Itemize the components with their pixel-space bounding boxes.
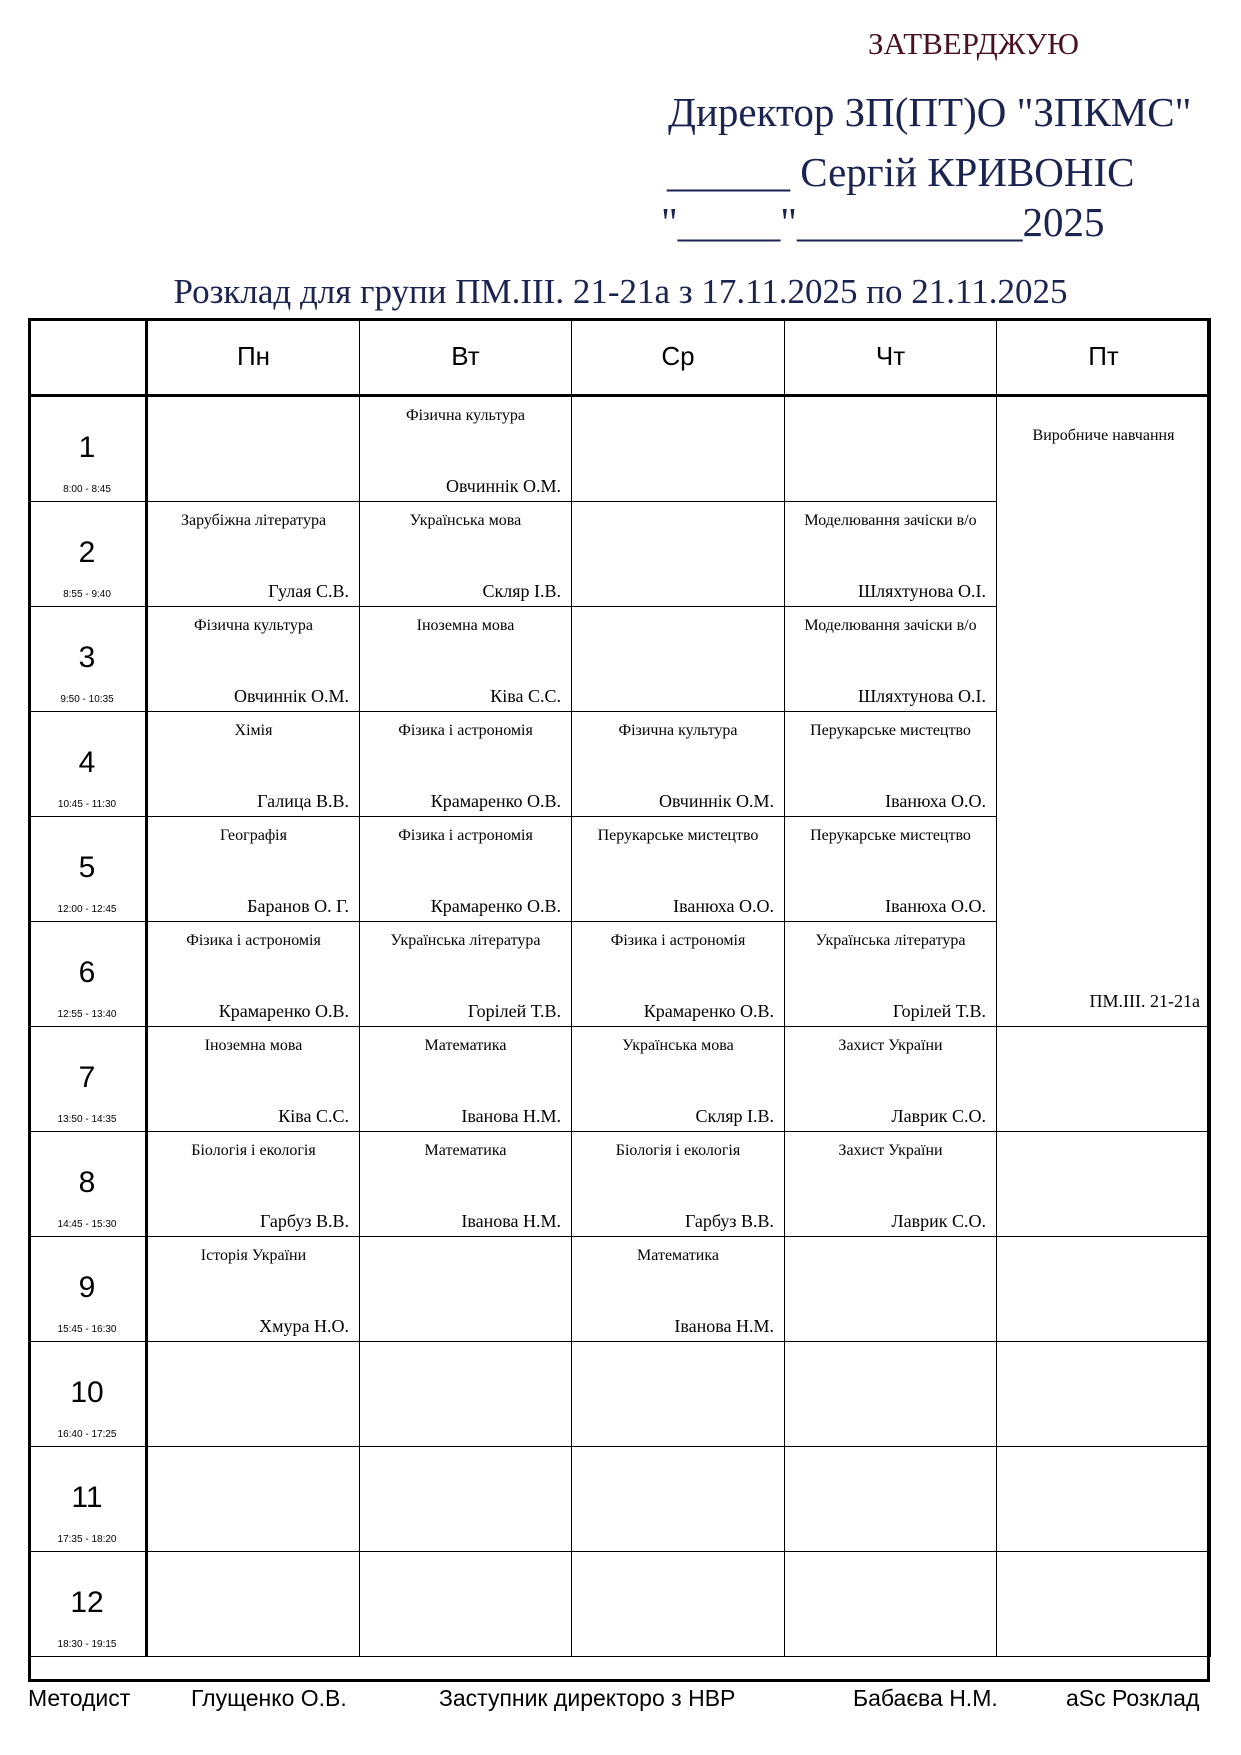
lesson-cell [785,1027,997,1132]
period-cell [29,502,147,607]
lesson-cell [147,712,360,817]
lesson-subject: Захист України [838,1037,943,1054]
lesson-teacher: Шляхтунова О.І. [858,581,986,601]
lesson-teacher: Іванова Н.М. [461,1211,561,1231]
lesson-cell [785,396,997,502]
table-row [29,1447,1211,1552]
lesson-subject: Фізика і астрономія [398,722,533,739]
lesson-cell [360,1027,572,1132]
lesson-teacher: Крамаренко О.В. [430,896,561,916]
period-cell [29,1342,147,1447]
lesson-teacher: Іванюха О.О. [885,791,986,811]
period-number: 10 [70,1376,104,1409]
lesson-subject: Іноземна мова [204,1037,303,1054]
lesson-teacher: Ківа С.С. [490,686,561,706]
lesson-cell [572,1342,785,1447]
lesson-cell [147,1237,360,1342]
lesson-cell [572,607,785,712]
lesson-subject: Географія [220,827,287,844]
table-row [29,396,1211,502]
schedule-table [28,318,1211,1657]
lesson-subject: Перукарське мистецтво [597,827,759,844]
lesson-cell [785,922,997,1027]
lesson-subject: Українська література [815,932,966,949]
lesson-cell [785,1552,997,1657]
lesson-subject: Фізика і астрономія [398,827,533,844]
lesson-teacher: Шляхтунова О.І. [858,686,986,706]
lesson-cell [572,922,785,1027]
period-cell [29,1237,147,1342]
period-time: 8:00 - 8:45 [63,484,111,495]
period-number: 8 [78,1166,96,1199]
lesson-subject: Іноземна мова [416,617,515,634]
lesson-subject: Історія України [200,1247,307,1264]
lesson-cell [360,712,572,817]
director-line: Директор ЗП(ПТ)О "ЗПКМС" [668,89,1192,135]
lesson-teacher: Іванюха О.О. [673,896,774,916]
period-time: 9:50 - 10:35 [60,694,114,705]
lesson-cell [997,1342,1211,1447]
period-time: 16:40 - 17:25 [57,1429,117,1440]
approval-stamp: ЗАТВЕРДЖУЮ [868,26,1079,61]
period-time: 8:55 - 9:40 [63,589,111,600]
lesson-teacher: Скляр І.В. [482,581,561,601]
period-time: 15:45 - 16:30 [57,1324,117,1335]
day-header: Чт [875,341,906,371]
lesson-teacher: Овчиннік О.М. [233,686,349,706]
lesson-cell [147,1447,360,1552]
lesson-subject: Хімія [234,722,273,739]
lesson-subject: Українська мова [622,1037,734,1054]
signature-line: ______ Сергій КРИВОНІС [667,149,1135,195]
period-number: 1 [78,431,96,464]
lesson-cell [147,607,360,712]
period-number: 11 [71,1481,103,1514]
lesson-subject: Математика [424,1037,507,1054]
lesson-cell [572,1132,785,1237]
lesson-subject: Моделювання зачіски в/о [804,617,977,634]
lesson-cell [997,1552,1211,1657]
lesson-teacher: Крамаренко О.В. [218,1001,349,1021]
table-row [29,1552,1211,1657]
lesson-cell [360,1447,572,1552]
period-cell [29,1552,147,1657]
lesson-cell [785,712,997,817]
lesson-cell [360,1342,572,1447]
table-row [29,1237,1211,1342]
period-number: 7 [78,1061,96,1094]
day-header: Ср [661,341,695,371]
period-number: 4 [78,746,96,779]
corner-cell [29,319,147,396]
lesson-cell [147,502,360,607]
lesson-teacher: Гарбуз В.В. [684,1211,774,1231]
lesson-subject: Захист України [838,1142,943,1159]
lesson-subject: Математика [637,1247,719,1264]
lesson-cell [572,1552,785,1657]
period-cell [29,1447,147,1552]
lesson-cell [360,396,572,502]
lesson-teacher: Іванова Н.М. [674,1316,774,1336]
lesson-cell [147,396,360,502]
period-cell [29,922,147,1027]
lesson-teacher: Ківа С.С. [278,1106,349,1126]
lesson-cell [360,502,572,607]
day-header: Вт [451,341,480,371]
lesson-teacher: Гулая С.В. [268,581,349,601]
period-cell [29,607,147,712]
period-time: 10:45 - 11:30 [57,799,117,810]
lesson-teacher: Лаврик С.О. [891,1106,986,1126]
lesson-cell [997,1027,1211,1132]
lesson-cell [360,1237,572,1342]
lesson-teacher: Горілей Т.В. [892,1001,986,1021]
methodist-label: Методист [28,1685,131,1711]
lesson-cell [572,817,785,922]
day-header: Пт [1088,341,1119,371]
friday-subject: Виробниче навчання [1032,427,1175,444]
date-line: "_____"___________2025 [661,199,1105,245]
day-header-cell [360,319,572,396]
day-header-cell [785,319,997,396]
lesson-cell [572,1027,785,1132]
lesson-teacher: Крамаренко О.В. [430,791,561,811]
lesson-teacher: Крамаренко О.В. [643,1001,774,1021]
lesson-cell [147,817,360,922]
deputy-name: Бабаєва Н.М. [853,1685,998,1711]
period-cell [29,1027,147,1132]
lesson-subject: Моделювання зачіски в/о [804,512,977,529]
lesson-cell [785,1237,997,1342]
period-number: 5 [78,851,96,884]
friday-group: ПМ.ІІІ. 21-21а [1089,991,1200,1011]
friday-practice-cell [997,396,1211,1027]
lesson-subject: Фізична культура [405,407,526,424]
lesson-subject: Перукарське мистецтво [810,722,971,739]
header-row [29,319,1211,396]
lesson-subject: Біологія і екологія [615,1142,741,1159]
lesson-cell [572,396,785,502]
deputy-label: Заступник директоро з НВР [439,1685,736,1711]
page-title: Розклад для групи ПМ.ІІІ. 21-21а з 17.11.2025 по 21.11.2025 [173,272,1068,311]
lesson-cell [572,1237,785,1342]
lesson-subject: Перукарське мистецтво [810,827,971,844]
lesson-cell [360,1552,572,1657]
day-header-cell [147,319,360,396]
period-number: 9 [78,1271,96,1304]
period-time: 12:00 - 12:45 [57,904,117,915]
lesson-subject: Українська мова [409,512,522,529]
lesson-subject: Біологія і екологія [191,1142,316,1159]
period-cell [29,712,147,817]
lesson-teacher: Овчиннік О.М. [445,476,561,496]
lesson-cell [997,1132,1211,1237]
lesson-subject: Фізика і астрономія [186,932,321,949]
lesson-cell [785,1342,997,1447]
period-number: 3 [78,641,96,674]
lesson-teacher: Лаврик С.О. [891,1211,986,1231]
period-cell [29,817,147,922]
period-number: 6 [78,956,96,989]
lesson-subject: Математика [424,1142,507,1159]
lesson-subject: Зарубіжна література [180,512,327,529]
day-header-cell [572,319,785,396]
lesson-cell [785,1132,997,1237]
lesson-cell [785,607,997,712]
period-time: 18:30 - 19:15 [57,1639,117,1650]
lesson-teacher: Баранов О. Г. [247,896,349,916]
lesson-teacher: Горілей Т.В. [467,1001,561,1021]
lesson-cell [360,607,572,712]
lesson-teacher: Овчиннік О.М. [658,791,774,811]
day-header: Пн [236,341,271,371]
lesson-subject: Фізична культура [193,617,314,634]
software-credit: aSc Розклад [1066,1685,1200,1711]
lesson-cell [785,817,997,922]
lesson-cell [997,1237,1211,1342]
lesson-teacher: Іванова Н.М. [461,1106,561,1126]
period-number: 12 [70,1586,104,1619]
lesson-teacher: Хмура Н.О. [259,1316,349,1336]
period-time: 17:35 - 18:20 [57,1534,117,1545]
lesson-cell [360,1132,572,1237]
lesson-cell [360,817,572,922]
lesson-subject: Українська література [390,932,541,949]
lesson-teacher: Іванюха О.О. [885,896,986,916]
table-row [29,1132,1211,1237]
lesson-cell [147,1342,360,1447]
lesson-cell [785,502,997,607]
lesson-cell [360,922,572,1027]
lesson-cell [572,1447,785,1552]
lesson-cell [147,1027,360,1132]
table-row [29,1027,1211,1132]
table-row [29,1342,1211,1447]
lesson-cell [147,1552,360,1657]
lesson-teacher: Гарбуз В.В. [259,1211,349,1231]
period-time: 12:55 - 13:40 [57,1009,117,1020]
lesson-subject: Фізика і астрономія [610,932,746,949]
lesson-subject: Фізична культура [618,722,738,739]
lesson-cell [572,502,785,607]
lesson-teacher: Галица В.В. [257,791,349,811]
lesson-cell [147,1132,360,1237]
period-time: 14:45 - 15:30 [57,1219,117,1230]
period-number: 2 [78,536,96,569]
lesson-cell [997,1447,1211,1552]
period-time: 13:50 - 14:35 [57,1114,117,1125]
lesson-teacher: Скляр І.В. [695,1106,774,1126]
period-cell [29,1132,147,1237]
day-header-cell [997,319,1211,396]
period-cell [29,396,147,502]
lesson-cell [572,712,785,817]
lesson-cell [147,922,360,1027]
methodist-name: Глущенко О.В. [191,1685,347,1711]
lesson-cell [785,1447,997,1552]
